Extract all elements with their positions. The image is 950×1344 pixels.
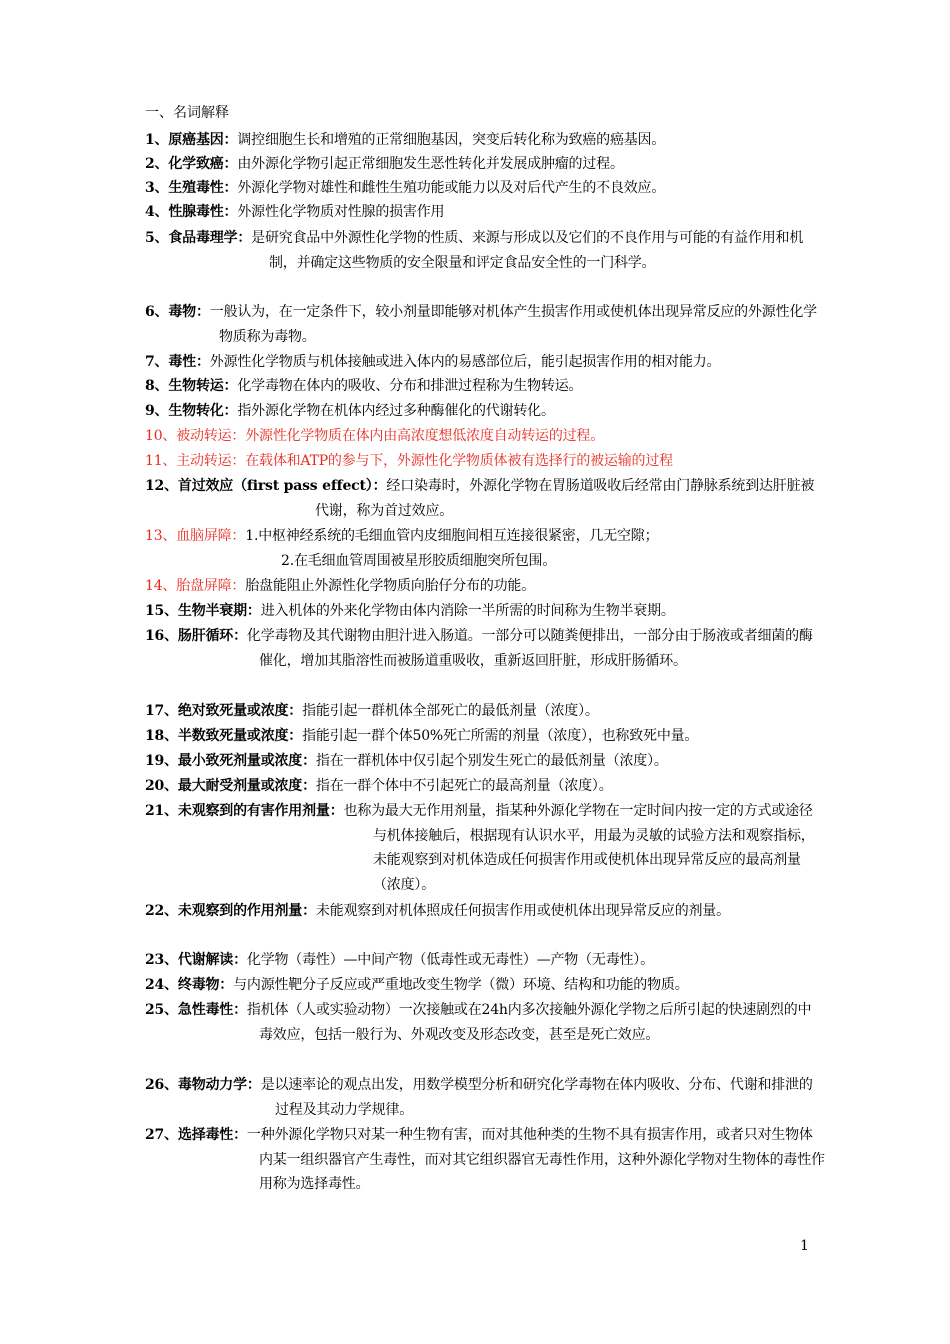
entry-definition: 外源化学物对雄性和雌性生殖功能或能力以及对后代产生的不良效应。 xyxy=(237,180,666,196)
entry-term: 13、血脑屏障： xyxy=(145,528,246,544)
entry-term: 21、未观察到的有害作用剂量： xyxy=(145,803,344,819)
definition-entry xyxy=(145,624,825,673)
entry-definition: 也称为最大无作用剂量，指某种外源化学物在一定时间内按一定的方式或途径与机体接触后，根据现有认识水平，用最为灵敏的试验方法和观察指标，未能观察到对机体造成任何损害作用或使机体出现异常反应的最高剂量（浓度）。 xyxy=(343,803,815,893)
definition-entry xyxy=(145,599,825,624)
definition-entry xyxy=(145,899,825,924)
entry-term: 17、绝对致死量或浓度： xyxy=(145,703,303,719)
definition-entry xyxy=(145,226,825,275)
entry-definition: 化学毒物及其代谢物由胆汁进入肠道。一部分可以随粪便排出，一部分由于肠液或者细菌的酶催化，增加其脂溶性而被肠道重吸收，重新返回肝脏，形成肝肠循环。 xyxy=(246,628,813,669)
entry-term: 10、被动转运： xyxy=(145,428,246,444)
entry-term: 19、最小致死剂量或浓度： xyxy=(145,753,316,769)
entry-term: 11、主动转运： xyxy=(145,453,246,469)
definition-entry xyxy=(145,350,835,375)
entry-definition: 是以速率论的观点出发，用数学模型分析和研究化学毒物在体内吸收、分布、代谢和排泄的过程及其动力学规律。 xyxy=(260,1077,813,1118)
entry-definition: 化学毒物在体内的吸收、分布和排泄过程称为生物转运。 xyxy=(237,378,583,394)
entry-definition: 未能观察到对机体照成任何损害作用或使机体出现异常反应的剂量。 xyxy=(315,903,730,919)
entry-definition: 在载体和ATP的参与下，外源性化学物质体被有选择行的被运输的过程 xyxy=(245,453,673,469)
entry-definition: 指机体（人或实验动物）一次接触或在24h内多次接触外源化学物之后所引起的快速剧烈的中毒效应，包括一般行为、外观改变及形态改变，甚至是死亡效应。 xyxy=(246,1002,812,1043)
entry-term: 24、终毒物： xyxy=(145,977,234,993)
entry-definition: 是研究食品中外源性化学物的性质、来源与形成以及它们的不良作用与可能的有益作用和机制，并确定这些物质的安全限量和评定食品安全性的一门科学。 xyxy=(251,230,804,271)
entry-definition: 指能引起一群机体全部死亡的最低剂量（浓度）。 xyxy=(302,703,599,719)
definition-entry xyxy=(145,1073,825,1122)
entry-term: 27、选择毒性： xyxy=(145,1127,247,1143)
entry-definition: 由外源化学物引起正常细胞发生恶性转化并发展成肿瘤的过程。 xyxy=(237,156,624,172)
page-number: 1 xyxy=(800,1238,809,1254)
entry-term: 26、毒物动力学： xyxy=(145,1077,261,1093)
entry-term: 15、生物半衰期： xyxy=(145,603,261,619)
definition-entry-continuation xyxy=(281,549,821,574)
entry-definition: 化学物（毒性）—中间产物（低毒性或无毒性）—产物（无毒性）。 xyxy=(246,952,654,968)
definition-entry xyxy=(145,973,825,998)
definition-entry xyxy=(145,799,825,897)
entry-term: 12、首过效应（first pass effect）： xyxy=(145,478,387,494)
definition-entry xyxy=(145,374,825,399)
definition-entry xyxy=(145,152,825,177)
entry-term: 18、半数致死量或浓度： xyxy=(145,728,303,744)
entry-definition: 一种外源化学物只对某一种生物有害，而对其他种类的生物不具有损害作用，或者只对生物体内某一组织器官产生毒性，而对其它组织器官无毒性作用，这种外源化学物对生物体的毒性作用称为选择毒性。 xyxy=(246,1127,825,1192)
definition-entry xyxy=(145,128,825,153)
definition-entry xyxy=(145,449,825,474)
entry-term: 4、性腺毒性： xyxy=(145,204,238,220)
entry-definition: 指能引起一群个体50%死亡所需的剂量（浓度），也称致死中量。 xyxy=(302,728,699,744)
entry-term: 2、化学致癌： xyxy=(145,156,238,172)
entry-term: 1、原癌基因： xyxy=(145,132,238,148)
entry-term: 16、肠肝循环： xyxy=(145,628,247,644)
definition-entry xyxy=(145,176,825,201)
definition-entry xyxy=(145,574,825,599)
entry-term: 8、生物转运： xyxy=(145,378,238,394)
entry-definition: 1.中枢神经系统的毛细血管内皮细胞间相互连接很紧密，几无空隙； xyxy=(245,528,659,544)
entry-term: 22、未观察到的作用剂量： xyxy=(145,903,316,919)
definition-entry xyxy=(145,474,825,523)
definition-entry xyxy=(145,399,825,424)
entry-definition: 外源性化学物质对性腺的损害作用 xyxy=(237,204,445,220)
entry-definition: 外源性化学物质在体内由高浓度想低浓度自动转运的过程。 xyxy=(245,428,605,444)
definition-entry xyxy=(145,699,825,724)
definition-entry xyxy=(145,524,825,549)
entry-definition: 与内源性靶分子反应或严重地改变生物学（微）环境、结构和功能的物质。 xyxy=(233,977,689,993)
entry-definition: 外源性化学物质与机体接触或进入体内的易感部位后，能引起损害作用的相对能力。 xyxy=(209,354,721,370)
entry-definition: 一般认为，在一定条件下，较小剂量即能够对机体产生损害作用或使机体出现异常反应的外源性化学物质称为毒物。 xyxy=(209,304,817,345)
definition-entry xyxy=(145,998,825,1047)
definition-entry xyxy=(145,774,825,799)
definition-entry xyxy=(145,724,825,749)
entry-definition: 2.在毛细血管周围被星形胶质细胞突所包围。 xyxy=(281,553,557,569)
definition-entry xyxy=(145,948,825,973)
entry-definition: 指在一群个体中不引起死亡的最高剂量（浓度）。 xyxy=(315,778,613,794)
entry-definition: 胎盘能阻止外源性化学物质向胎仔分布的功能。 xyxy=(245,578,536,594)
definition-entry xyxy=(145,300,825,349)
definition-entry xyxy=(145,200,825,225)
definition-entry xyxy=(145,749,825,774)
entry-definition: 经口染毒时，外源化学物在胃肠道吸收后经常由门静脉系统到达肝脏被代谢，称为首过效应。 xyxy=(315,478,815,519)
entry-term: 14、胎盘屏障： xyxy=(145,578,246,594)
entry-term: 6、毒物： xyxy=(145,304,210,320)
entry-definition: 进入机体的外来化学物由体内消除一半所需的时间称为生物半衰期。 xyxy=(260,603,675,619)
entry-definition: 指外源化学物在机体内经过多种酶催化的代谢转化。 xyxy=(237,403,555,419)
definition-entry xyxy=(145,1123,825,1197)
entry-definition: 指在一群机体中仅引起个别发生死亡的最低剂量（浓度）。 xyxy=(315,753,668,769)
entry-term: 5、食品毒理学： xyxy=(145,230,252,246)
entry-term: 25、急性毒性： xyxy=(145,1002,247,1018)
entry-term: 23、代谢解读： xyxy=(145,952,247,968)
definition-entry xyxy=(145,424,825,449)
entry-term: 7、毒性： xyxy=(145,354,210,370)
entry-term: 20、最大耐受剂量或浓度： xyxy=(145,778,316,794)
entry-term: 3、生殖毒性： xyxy=(145,180,238,196)
section-heading: 一、名词解释 xyxy=(145,105,229,121)
entry-definition: 调控细胞生长和增殖的正常细胞基因，突变后转化称为致癌的癌基因。 xyxy=(237,132,666,148)
entry-term: 9、生物转化： xyxy=(145,403,238,419)
